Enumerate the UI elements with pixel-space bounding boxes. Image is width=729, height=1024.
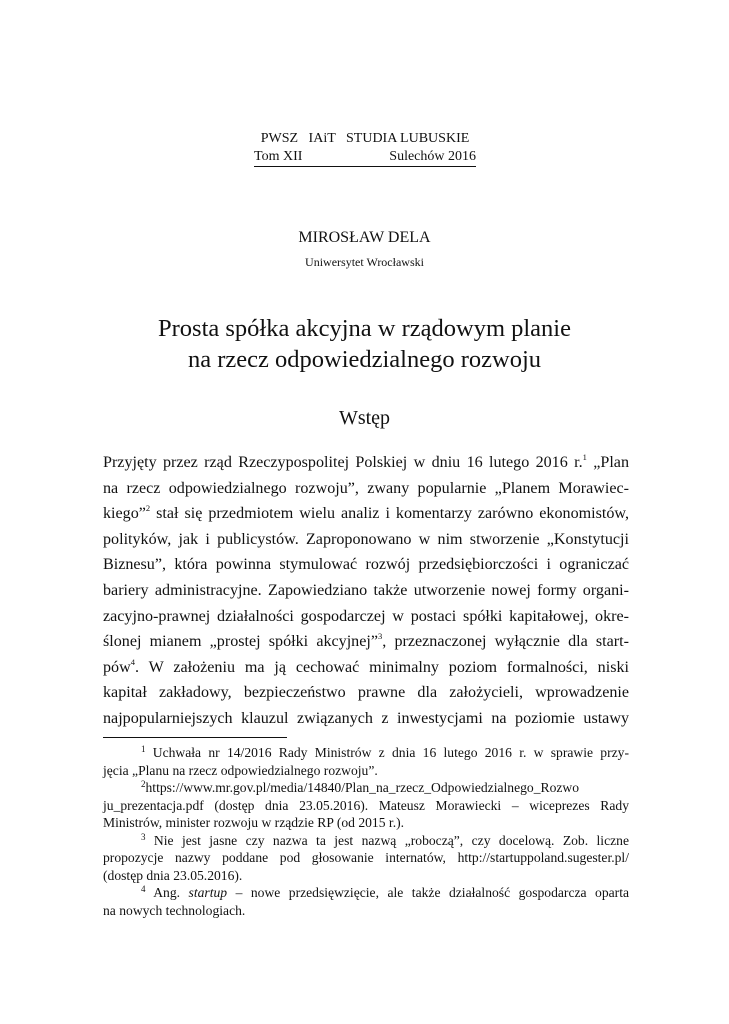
footnote-4-line: na nowych technologiach. xyxy=(103,902,246,918)
body-text-run: pów xyxy=(103,658,131,676)
footnote-text: https://www.mr.gov.pl/media/14840/Plan_na_rzecz_Odpowiedzialnego_Rozwo xyxy=(145,780,580,795)
body-line: na rzecz odpowiedzialnego rozwoju”, zwany popularnie „Planem Morawiec- xyxy=(103,479,629,497)
body-line xyxy=(103,655,629,681)
body-line xyxy=(103,629,629,655)
body-paragraph xyxy=(103,450,629,732)
footnote-2-line: ju_prezentacja.pdf (dostęp dnia 23.05.2016). Mateusz Morawiecki – wiceprezes Rady xyxy=(103,797,629,813)
body-text-run: kiego” xyxy=(103,505,146,523)
journal-place-year: Sulechów 2016 xyxy=(389,149,476,164)
footnote-2-line xyxy=(103,779,629,797)
journal-header xyxy=(254,130,476,167)
body-line: polityków, jak i publicystów. Zaproponowano w nim stworzenie „Konstytucji xyxy=(103,530,629,548)
footnote-text: Uchwała nr 14/2016 Rady Ministrów z dnia 16 lutego 2016 r. w sprawie przy- xyxy=(145,745,629,760)
body-text-run: ślonej mianem „prostej spółki akcyjnej” xyxy=(103,633,378,651)
footnote-ref: 3 xyxy=(377,631,383,642)
footnote-number: 1 xyxy=(141,744,146,754)
footnote-1-line: jęcia „Planu na rzecz odpowiedzialnego rozwoju”. xyxy=(103,762,378,778)
footnote-text: – nowe przedsięwzięcie, ale także działalność gospodarcza oparta xyxy=(227,885,629,900)
body-line xyxy=(103,450,629,476)
footnote-number: 4 xyxy=(141,884,146,894)
body-text-run: „Plan xyxy=(586,454,629,471)
body-text-run: , przeznaczonej wyłącznie dla start- xyxy=(382,633,629,651)
author-affiliation: Uniwersytet Wrocławski xyxy=(305,255,424,269)
footnote-1-line xyxy=(103,744,629,762)
article-title xyxy=(0,313,729,375)
footnote-text: Nie jest jasne czy nazwa ta jest nazwą „roboczą”, czy docelową. Zob. liczne xyxy=(145,832,629,848)
footnote-number: 2 xyxy=(141,779,146,789)
title-line-2: na rzecz odpowiedzialnego rozwoju xyxy=(187,346,542,373)
footnote-ref: 4 xyxy=(130,656,135,667)
footnote-3-line: (dostęp dnia 23.05.2016). xyxy=(103,867,243,883)
body-line: kapitał zakładowy, bezpieczeństwo prawne dla założycieli, wprowadzenie xyxy=(103,684,629,702)
journal-volume: Tom XII xyxy=(254,149,303,164)
footnote-term: startup xyxy=(188,885,228,900)
title-line-1: Prosta spółka akcyjna w rządowym planie xyxy=(158,315,571,342)
footnote-ref: 1 xyxy=(582,452,587,462)
footnote-text: Ang. xyxy=(145,885,189,900)
footnote-separator xyxy=(103,737,287,738)
body-line: Biznesu”, która powinna stymulować rozwój przedsiębiorczości i ograniczać xyxy=(103,556,629,574)
body-line: bariery administracyjne. Zapowiedziano także utworzenie nowej formy organi- xyxy=(103,581,629,599)
footnote-3-line: propozycje nazwy poddane pod głosowanie internatów, http://startuppoland.sugester.pl/ xyxy=(103,850,629,865)
journal-name: PWSZ IAiT STUDIA LUBUSKIE xyxy=(260,131,470,146)
body-line: zacyjno-prawnej działalności gospodarczej w postaci spółki kapitałowej, okre- xyxy=(103,607,629,625)
footnote-ref: 2 xyxy=(145,503,151,514)
section-heading: Wstęp xyxy=(338,407,391,429)
footnote-3-line xyxy=(103,832,629,850)
footnote-4-line xyxy=(103,884,629,902)
author-name: MIROSŁAW DELA xyxy=(298,229,431,246)
journal-volume-row xyxy=(254,148,476,167)
body-text-run: Przyjęty przez rząd Rzeczypospolitej Polskiej w dniu 16 lutego 2016 r. xyxy=(103,454,583,471)
footnote-2-line: Ministrów, minister rozwoju w rządzie RP (od 2015 r.). xyxy=(103,815,405,830)
body-text-run: stał się przedmiotem wielu analiz i komentarzy zarówno ekonomistów, xyxy=(150,505,629,523)
body-text-run: . W założeniu ma ją cechować minimalny poziom formalności, niski xyxy=(134,658,629,676)
footnote-number: 3 xyxy=(141,831,146,842)
body-line: najpopularniejszych klauzul związanych z inwestycjami na poziomie ustawy xyxy=(103,709,629,727)
body-line xyxy=(103,501,629,527)
footnotes xyxy=(103,744,629,919)
